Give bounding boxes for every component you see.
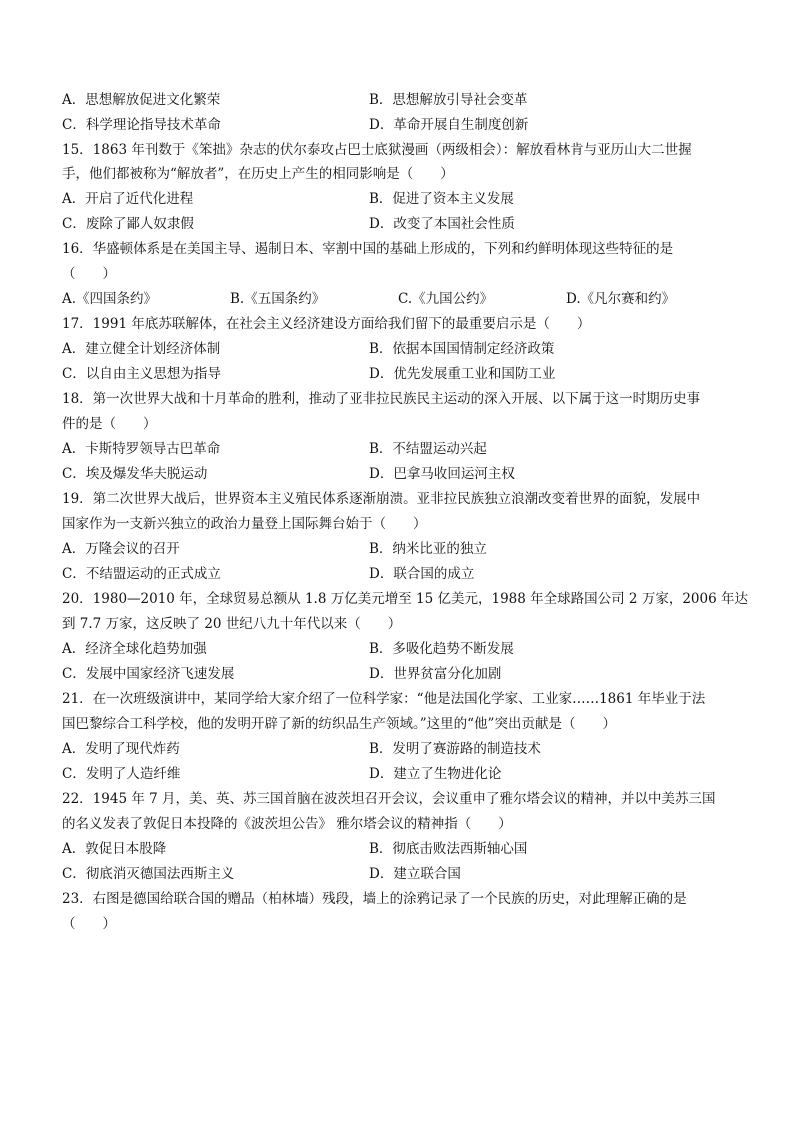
q21-option-a: A．发明了现代炸药 <box>62 741 180 757</box>
q18-option-a: A．卡斯特罗领导古巴革命 <box>62 441 221 457</box>
q15-stem-line2: 手，他们都被称为“解放者”，在历史上产生的相同影响是（ ） <box>62 166 454 182</box>
q22-stem-line1: 22．1945 年 7 月，美、英、苏三国首脑在波茨坦召开会议，会议重申了雅尔塔会议的精神，并以中美苏三国 <box>62 791 716 807</box>
q20-option-a: A．经济全球化趋势加强 <box>62 641 207 657</box>
q16-option-d: D.《凡尔赛和约》 <box>566 291 676 307</box>
q15-option-d: D．改变了本国社会性质 <box>369 216 515 232</box>
q19-option-b: B．纳米比亚的独立 <box>369 541 487 557</box>
q17-option-c: C．以自由主义思想为指导 <box>62 366 221 382</box>
q18-stem-line2: 件的是（ ） <box>62 416 157 432</box>
q22-stem-line2: 的名义发表了敦促日本投降的《波茨坦公告》 雅尔塔会议的精神指（ ） <box>62 816 512 832</box>
q21-option-d: D．建立了生物进化论 <box>369 766 502 782</box>
q20-stem-line1: 20．1980—2010 年，全球贸易总额从 1.8 万亿美元增至 15 亿美元，1988 年全球路国公司 2 万家，2006 年达 <box>62 591 748 607</box>
q19-option-d: D．联合国的成立 <box>369 566 475 582</box>
q15-option-c: C．废除了鄙人奴隶假 <box>62 216 194 232</box>
q18-stem-line1: 18．第一次世界大战和十月革命的胜利，推动了亚非拉民族民主运动的深入开展、以下属于这一时期历史事 <box>62 391 701 407</box>
q20-option-c: C．发展中国家经济飞速发展 <box>62 666 235 682</box>
q19-option-a: A．万隆会议的召开 <box>62 541 180 557</box>
q19-stem-line1: 19．第二次世界大战后，世界资本主义殖民体系逐渐崩溃。亚非拉民族独立浪潮改变着世界的面貌，发展中 <box>62 491 701 507</box>
q22-option-d: D．建立联合国 <box>369 866 461 882</box>
prev-option-d: D．革命开展自生制度创新 <box>369 117 529 133</box>
q22-option-b: B．彻底击败法西斯轴心国 <box>369 841 528 857</box>
prev-option-a: A．思想解放促进文化繁荣 <box>62 92 221 108</box>
q17-stem-line1: 17．1991 年底苏联解体，在社会主义经济建设方面给我们留下的最重要启示是（ ） <box>62 316 591 332</box>
q18-option-c: C．埃及爆发华夫脱运动 <box>62 466 208 482</box>
q15-option-b: B．促进了资本主义发展 <box>369 191 514 207</box>
q23-stem-line2: （ ） <box>62 916 116 932</box>
q19-stem-line2: 国家作为一支新兴独立的政治力量登上国际舞台始于（ ） <box>62 516 427 532</box>
q22-option-c: C．彻底消灭德国法西斯主义 <box>62 866 235 882</box>
q16-option-b: B.《五国条约》 <box>230 291 326 307</box>
q17-option-a: A．建立健全计划经济体制 <box>62 341 221 357</box>
q20-stem-line2: 到 7.7 万家，这反映了 20 世纪八九十年代以来（ ） <box>62 616 402 632</box>
prev-option-c: C．科学理论指导技术革命 <box>62 117 221 133</box>
q15-stem-line1: 15．1863 年刊数于《笨拙》杂志的伏尔泰攻占巴士底狱漫画（两级相会）：解放看林肯与亚历山大二世握 <box>62 142 692 158</box>
q20-option-b: B．多吸化趋势不断发展 <box>369 641 514 657</box>
q21-stem-line2: 国巴黎综合工科学校，他的发明开辟了新的纺织品生产领域。”这里的“他”突出贡献是（ ） <box>62 716 616 732</box>
q23-stem-line1: 23．右图是德国给联合国的赠品（柏林墙）残段，墙上的涂鸦记录了一个民族的历史，对此理解正确的是 <box>62 891 687 907</box>
q20-option-d: D．世界贫富分化加剧 <box>369 666 502 682</box>
q18-option-b: B．不结盟运动兴起 <box>369 441 487 457</box>
q17-option-b: B．依据本国国情制定经济政策 <box>369 341 555 357</box>
q21-stem-line1: 21．在一次班级演讲中，某同学给大家介绍了一位科学家：“他是法国化学家、工业家……1861 年毕业于法 <box>62 691 706 707</box>
q21-option-b: B．发明了赛游路的制造技术 <box>369 741 541 757</box>
q15-option-a: A．开启了近代化进程 <box>62 191 194 207</box>
q16-option-a: A.《四国条约》 <box>62 291 158 307</box>
q16-stem-line2: （ ） <box>62 266 116 282</box>
q21-option-c: C．发明了人造纤维 <box>62 766 181 782</box>
q19-option-c: C．不结盟运动的正式成立 <box>62 566 221 582</box>
prev-option-b: B．思想解放引导社会变革 <box>369 92 528 108</box>
q16-stem-line1: 16．华盛顿体系是在美国主导、遏制日本、宰割中国的基础上形成的，下列和约鲜明体现这些特征的是 <box>62 241 674 257</box>
q16-option-c: C.《九国公约》 <box>398 291 494 307</box>
q22-option-a: A．敦促日本股降 <box>62 841 167 857</box>
q18-option-d: D．巴拿马收回运河主权 <box>369 466 515 482</box>
q17-option-d: D．优先发展重工业和国防工业 <box>369 366 556 382</box>
